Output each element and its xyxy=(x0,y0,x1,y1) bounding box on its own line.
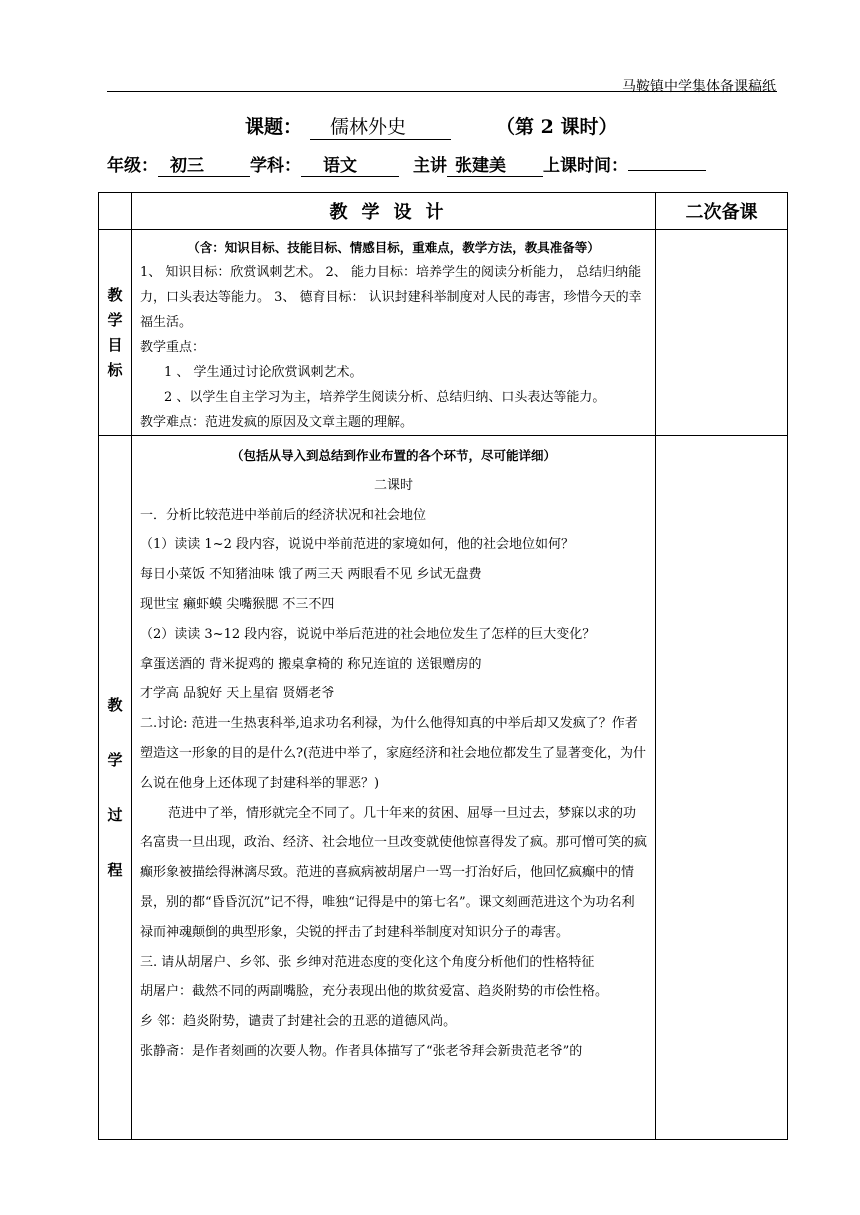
process-content xyxy=(132,436,656,1140)
topic-value: 儒林外史 xyxy=(310,112,451,140)
key-point-1: 1 、 学生通过讨论欣赏讽刺艺术。 xyxy=(164,365,363,380)
time-label: 上课时间： xyxy=(543,156,628,176)
difficulty: 教学难点：范进发疯的原因及文章主题的理解。 xyxy=(140,415,414,430)
header-divider xyxy=(107,91,777,92)
goals-label: 教学目标 xyxy=(99,230,132,436)
grade-value: 初三 xyxy=(158,151,250,177)
goals-note: （含：知识目标、技能目标、情感目标，重难点，教学方法，教具准备等） xyxy=(187,240,600,255)
title-row xyxy=(245,112,617,140)
answer-1-line-1: 每日小菜饭 不知猪油味 饿了两三天 两眼看不见 乡试无盘费 xyxy=(140,567,482,583)
answer-2-line-1: 拿蛋送酒的 背米捉鸡的 搬桌拿椅的 称兄连谊的 送银赠房的 xyxy=(140,656,482,672)
goals-content xyxy=(132,230,656,436)
info-row xyxy=(107,151,706,177)
lesson-number: （第 2 课时） xyxy=(496,116,618,138)
speaker-value: 张建美 xyxy=(447,151,543,177)
design-header: 教学设计 xyxy=(132,193,656,230)
time-value[interactable] xyxy=(628,170,706,171)
school-header: 马鞍镇中学集体备课稿纸 xyxy=(622,79,776,95)
hu-analysis: 胡屠户：截然不同的两副嘴脸，充分表现出他的欺贫爱富、趋炎附势的市侩性格。 xyxy=(140,984,609,1000)
process-note: （包括从导入到总结到作业布置的各个环节，尽可能详细） xyxy=(230,448,556,463)
section-1: 一．分析比较范进中举前后的经济状况和社会地位 xyxy=(140,507,427,523)
question-1: （1）读读 1~2 段内容，说说中举前范进的家境如何，他的社会地位如何？ xyxy=(140,537,574,553)
lesson-heading: 二课时 xyxy=(373,477,413,493)
goals-text: 1、 知识目标：欣赏讽刺艺术。 2、 能力目标：培养学生的阅读分析能力， 总结归纳能力，口头表达等能力。 3、 德育目标： 认识封建科举制度对人民的毒害，珍惜今天的幸福生活。 xyxy=(140,265,642,330)
speaker-label: 主讲 xyxy=(413,156,447,176)
zhang-analysis: 张静斋：是作者刻画的次要人物。作者具体描写了“张老爷拜会新贵范老爷”的 xyxy=(140,1043,583,1059)
section-3: 三. 请从胡屠户、乡邻、张 乡绅对范进态度的变化这个角度分析他们的性格特征 xyxy=(140,954,595,970)
key-label: 教学重点： xyxy=(140,340,206,355)
corner-cell xyxy=(99,193,132,230)
process-second-prep[interactable] xyxy=(656,436,788,1140)
question-2: （2）读读 3~12 段内容，说说中举后范进的社会地位发生了怎样的巨大变化？ xyxy=(140,626,596,642)
title-label: 课题： xyxy=(245,116,303,138)
goals-second-prep[interactable] xyxy=(656,230,788,436)
lesson-plan-table xyxy=(98,192,788,1140)
subject-label: 学科： xyxy=(250,156,301,176)
second-prep-header: 二次备课 xyxy=(656,193,788,230)
paragraph-2: 范进中了举，情形就完全不同了。几十年来的贫困、屈辱一旦过去，梦寐以求的功名富贵一旦出现，政治、经济、社会地位一旦改变就使他惊喜得发了疯。那可憎可笑的疯癫形象被描绘得淋漓尽致。范进的喜疯病被胡屠户一骂一打治好后，他回忆疯癫中的情景，别的都“昏昏沉沉”记不得，唯独“记得是中的第七名”。课文刻画范进这个为功名利禄而神魂颠倒的典型形象，尖锐的抨击了封建科举制度对知识分子的毒害。 xyxy=(140,805,648,940)
section-2: 二.讨论: 范进一生热衷科举,追求功名利禄，为什么他得知真的中举后却又发疯了？作者塑造这一形象的目的是什么?(范进中举了，家庭经济和社会地位都发生了显著变化，为什么说在他身上还体现了封建科举的罪恶？) xyxy=(140,716,647,791)
process-label: 教学过程 xyxy=(99,436,132,1140)
answer-1-line-2: 现世宝 癞虾蟆 尖嘴猴腮 不三不四 xyxy=(140,596,335,612)
key-point-2: 2 、以学生自主学习为主，培养学生阅读分析、总结归纳、口头表达等能力。 xyxy=(164,390,606,405)
xiang-analysis: 乡 邻：趋炎附势，谴责了封建社会的丑恶的道德风尚。 xyxy=(140,1014,457,1030)
grade-label: 年级： xyxy=(107,156,158,176)
answer-2-line-2: 才学高 品貌好 天上星宿 贤婿老爷 xyxy=(140,686,335,702)
subject-value: 语文 xyxy=(301,151,399,177)
